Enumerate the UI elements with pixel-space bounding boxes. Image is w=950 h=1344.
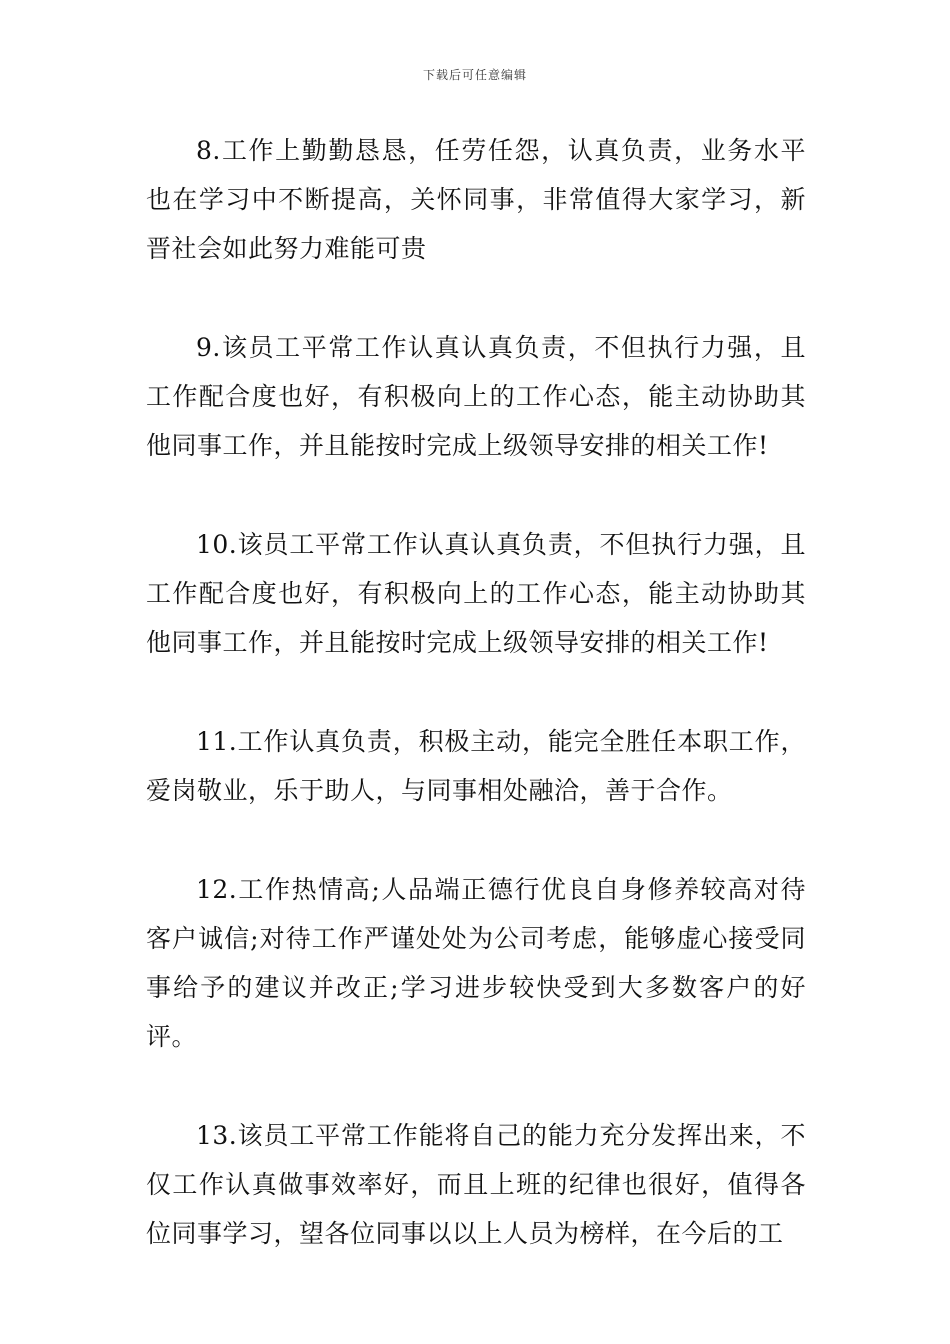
paragraph-9: 9.该员工平常工作认真认真负责，不但执行力强，且工作配合度也好，有积极向上的工作心态，能主动协助其他同事工作，并且能按时完成上级领导安排的相关工作! — [146, 333, 806, 460]
paragraph-10: 10.该员工平常工作认真认真负责，不但执行力强，且工作配合度也好，有积极向上的工作心态，能主动协助其他同事工作，并且能按时完成上级领导安排的相关工作! — [146, 530, 806, 657]
paragraph-8: 8.工作上勤勤恳恳，任劳任怨，认真负责，业务水平也在学习中不断提高，关怀同事，非常值得大家学习，新晋社会如此努力难能可贵 — [146, 136, 806, 263]
paragraph-12: 12.工作热情高;人品端正德行优良自身修养较高对待客户诚信;对待工作严谨处处为公司考虑，能够虚心接受同事给予的建议并改正;学习进步较快受到大多数客户的好评。 — [146, 875, 806, 1051]
paragraph-13: 13.该员工平常工作能将自己的能力充分发挥出来，不仅工作认真做事效率好，而且上班的纪律也很好，值得各位同事学习，望各位同事以以上人员为榜样，在今后的工 — [146, 1121, 806, 1248]
document-body — [146, 126, 806, 1308]
header-note: 下载后可任意编辑 — [422, 68, 527, 82]
paragraph-11: 11.工作认真负责，积极主动，能完全胜任本职工作，爱岗敬业，乐于助人，与同事相处融洽，善于合作。 — [146, 727, 806, 805]
